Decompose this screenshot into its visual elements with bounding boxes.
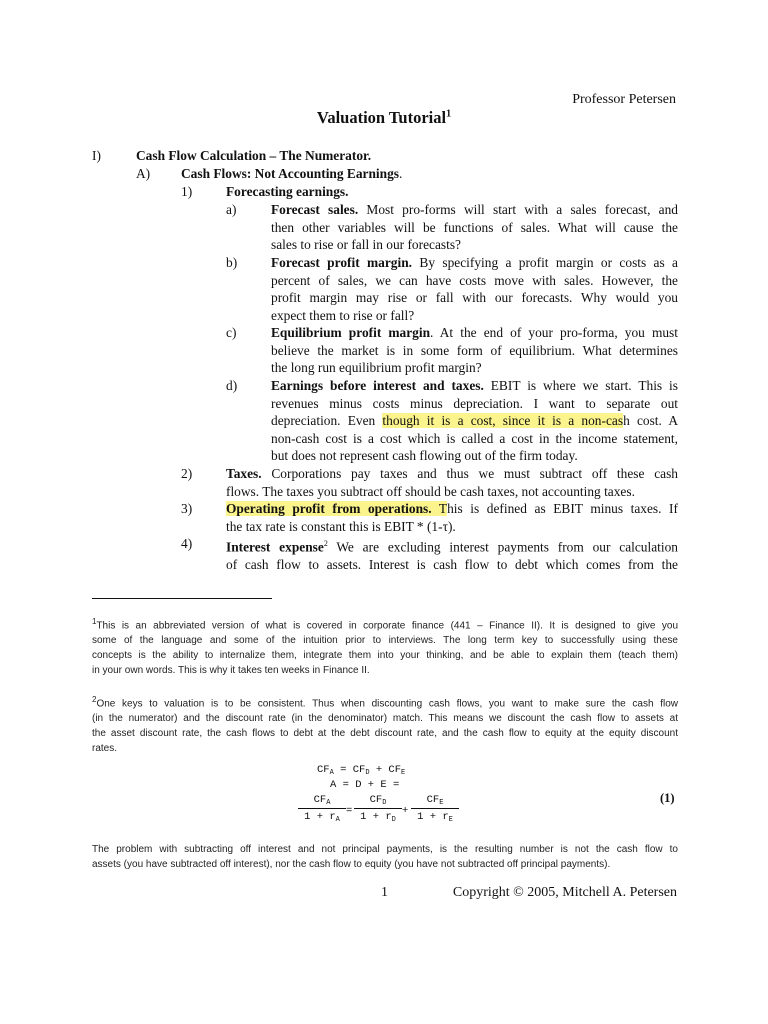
equation-line-2: A = D + E = (330, 779, 400, 791)
fraction-debt: $CF_D$ $1 + r_D$ (354, 794, 402, 824)
item-c-number: c) (226, 325, 237, 340)
subsection-a-heading: Cash Flows: Not Accounting Earnings. (181, 166, 403, 181)
item-c-text: Equilibrium profit margin. At the end of your pro-forma, you must believe the market is in some form of equilibrium. What determines the long run equilibrium profit margin? (271, 325, 678, 376)
author-header: Professor Petersen (572, 92, 676, 107)
fraction-equity: $CF_E$ $1 + r_E$ (411, 794, 459, 824)
section-heading: Cash Flow Calculation – The Numerator. (136, 148, 372, 163)
item-d-number: d) (226, 378, 238, 393)
equation-number: (1) (660, 791, 675, 805)
item-b-text: Forecast profit margin. By specifying a profit margin or costs as a percent of sales, we can have costs move with sales. However, the profit margin may rise or fall with our forecasts. Why would you expect them to rise or fall? (271, 255, 679, 323)
fraction-asset: $CF_A$ $1 + r_A$ (298, 794, 346, 824)
copyright: Copyright © 2005, Mitchell A. Petersen (452, 885, 677, 900)
footnote-2: $^2$One keys to valuation is to be consistent. Thus when discounting cash flows, you want to make sure the cash flow (in the numerator) and the discount rate (in the denominator) match. This means we discount the cash flow to assets at the asset discount rate, the cash flows to debt at the debt discount rate, and the cash flow to equity at the equity discount rates. (92, 695, 678, 755)
item2-number: 2) (181, 466, 193, 481)
footnote-2-continuation: The problem with subtracting off interest and not principal payments, is the resulting number is not the cash flow to assets (you have subtracted off interest), nor the cash flow to equity (you have not subtracted off principal payments). (92, 844, 678, 870)
highlight-noncash: though it is a cost, since it is a non-cas (382, 413, 624, 429)
item-b-number: b) (226, 255, 238, 270)
footnote-separator (92, 598, 272, 599)
item2-text: Taxes. Corporations pay taxes and thus we must subtract off these cash flows. The taxes you subtract off should be cash taxes, not accounting taxes. (226, 466, 678, 499)
title-footnote-ref: 1 (446, 108, 452, 120)
item-a-text: Forecast sales. Most pro-forms will start with a sales forecast, and then other variables will be functions of sales. What will cause the sales to rise or fall in our forecasts? (271, 202, 678, 253)
highlight-operating-profit: Operating profit from operations. (226, 501, 432, 516)
item1-number: 1) (181, 184, 193, 199)
item3-text: Operating profit from operations. This is defined as EBIT minus taxes. If the tax rate is constant this is EBIT * (1-τ). (226, 501, 678, 534)
page-number: 1 (381, 885, 388, 900)
item1-heading: Forecasting earnings. (226, 184, 349, 199)
item4-text: Interest expense$^2$ We are excluding interest payments from our calculation of cash flow to assets. Interest is cash flow to debt which comes from the (226, 539, 678, 573)
item3-number: 3) (181, 501, 193, 516)
footnote-1: $^1$This is an abbreviated version of what is covered in corporate finance (441 – Finance II). It is designed to give you some of the language and some of the intuition prior to interviews. The long term key to successfully using these concepts is the ability to internalize them, integrate them into your thinking, and be able to explain them (teach them) in your own words. This is why it takes ten weeks in Finance II. (92, 617, 678, 677)
item-a-number: a) (226, 202, 237, 217)
equation-equals: = (346, 805, 353, 817)
subsection-a-number: A) (136, 166, 151, 181)
item-d-text: Earnings before interest and taxes. EBIT is where we start. This is revenues minus costs minus depreciation. I want to separate out depreciation. Even though it is a cost, since it is a non-cash cost. A non-cash cost is a cost which is called a cost in the income statement, but does not represent cash flowing out of the firm today. (271, 378, 678, 464)
page-title (0, 108, 768, 128)
title-text: Valuation Tutorial (316, 108, 447, 127)
equation-plus: + (402, 805, 409, 817)
section-number: I) (92, 148, 101, 163)
equation-line-1: $CF_A = CF_D + CF_E$ (317, 764, 406, 777)
item4-number: 4) (181, 536, 193, 551)
